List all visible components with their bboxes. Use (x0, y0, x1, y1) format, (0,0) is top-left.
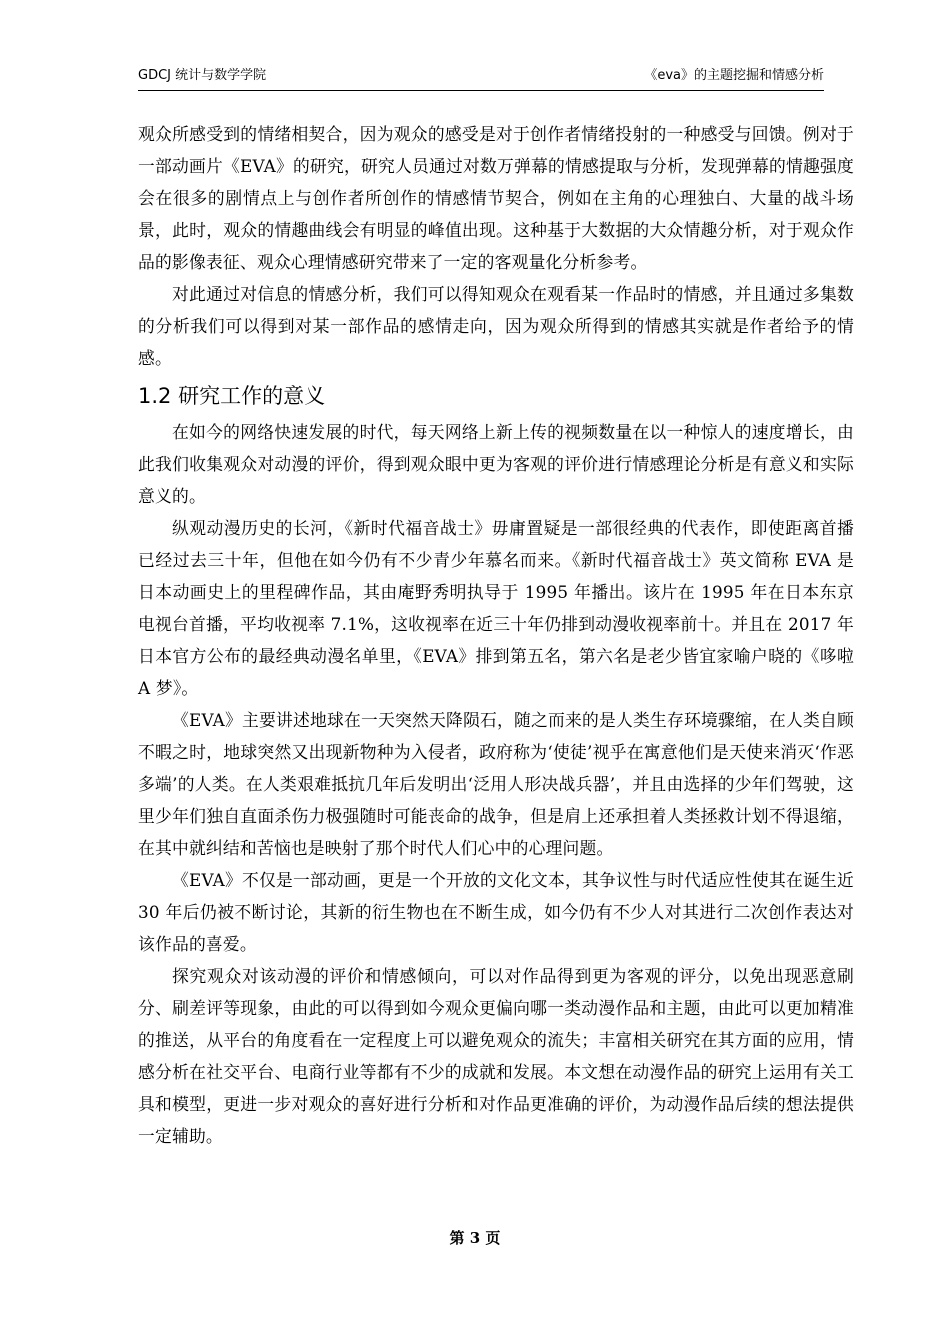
paragraph: 《EVA》主要讲述地球在一天突然天降陨石，随之而来的是人类生存环境骤缩，在人类自顾不暇之时，地球突然又出现新物种为入侵者，政府称为‘使徒’视乎在寓意他们是天使来消灭‘作恶多端’的人类。在人类艰难抵抗几年后发明出‘泛用人形决战兵器’，并且由选择的少年们驾驶，这里少年们独自直面杀伤力极强随时可能丧命的战争，但是肩上还承担着人类拯救计划不得退缩，在其中就纠结和苦恼也是映射了那个时代人们心中的心理问题。 (138, 710, 854, 858)
header-institution: GDCJ 统计与数学学院 (138, 68, 267, 83)
paragraph: 纵观动漫历史的长河，《新时代福音战士》毋庸置疑是一部很经典的代表作，即使距离首播已经过去三十年，但他在如今仍有不少青少年慕名而来。《新时代福音战士》英文简称 EVA 是日本动画史上的里程碑作品，其由庵野秀明执导于 1995 年播出。该片在 1995 年在日本东京电视台首播，平均收视率 7.1%，这收视率在近三十年仍排到动漫收视率前十。并且在 2017 年日本官方公布的最经典动漫名单里，《EVA》排到第五名，第六名是老少皆宜家喻户晓的《哆啦 A 梦》。 (138, 518, 854, 698)
header-document-title: 《eva》的主题挖掘和情感分析 (644, 68, 824, 83)
paragraph: 在如今的网络快速发展的时代，每天网络上新上传的视频数量在以一种惊人的速度增长，由此我们收集观众对动漫的评价，得到观众眼中更为客观的评价进行情感理论分析是有意义和实际意义的。 (138, 422, 854, 506)
page-header (138, 68, 824, 91)
paragraph: 《EVA》不仅是一部动画，更是一个开放的文化文本，其争议性与时代适应性使其在诞生近 30 年后仍被不断讨论，其新的衍生物也在不断生成，如今仍有不少人对其进行二次创作表达对该作品的喜爱。 (138, 870, 854, 954)
section-heading: 1.2 研究工作的意义 (138, 384, 326, 408)
document-body (138, 118, 854, 1152)
paragraph: 探究观众对该动漫的评价和情感倾向，可以对作品得到更为客观的评分，以免出现恶意刷分、刷差评等现象，由此的可以得到如今观众更偏向哪一类动漫作品和主题，由此可以更加精准的推送，从平台的角度看在一定程度上可以避免观众的流失；丰富相关研究在其方面的应用，情感分析在社交平台、电商行业等都有不少的成就和发展。本文想在动漫作品的研究上运用有关工具和模型，更进一步对观众的喜好进行分析和对作品更准确的评价，为动漫作品后续的想法提供一定辅助。 (138, 966, 854, 1146)
page-number: 第 3 页 (449, 1229, 501, 1247)
paragraph: 对此通过对信息的情感分析，我们可以得知观众在观看某一作品时的情感，并且通过多集数的分析我们可以得到对某一部作品的感情走向，因为观众所得到的情感其实就是作者给予的情感。 (138, 284, 854, 368)
paragraph: 观众所感受到的情绪相契合，因为观众的感受是对于创作者情绪投射的一种感受与回馈。例对于一部动画片《EVA》的研究，研究人员通过对数万弹幕的情感提取与分析，发现弹幕的情趣强度会在很多的剧情点上与创作者所创作的情感情节契合，例如在主角的心理独白、大量的战斗场景，此时，观众的情趣曲线会有明显的峰值出现。这种基于大数据的大众情趣分析，对于观众作品的影像表征、观众心理情感研究带来了一定的客观量化分析参考。 (138, 124, 854, 272)
